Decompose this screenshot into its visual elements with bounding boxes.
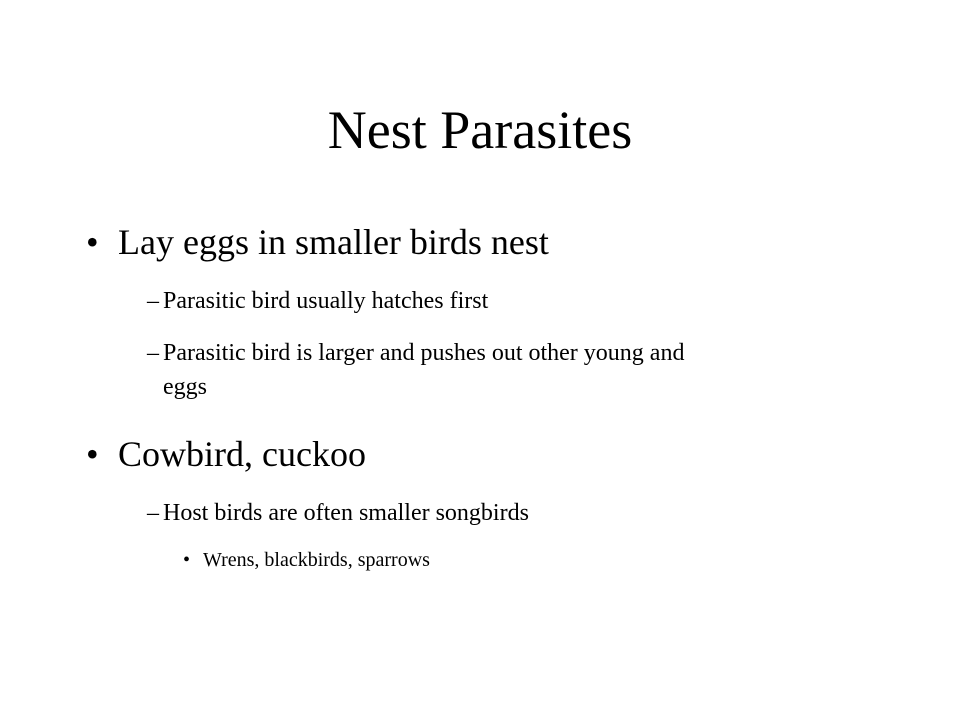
bullet-marker: •: [183, 549, 191, 571]
dash-marker: –: [147, 288, 159, 314]
sub-bullet-text: Host birds are often smaller songbirds: [163, 500, 529, 526]
sub-sub-bullet-item: [183, 546, 430, 574]
dash-marker: –: [147, 340, 159, 366]
sub-sub-bullet-text: Wrens, blackbirds, sparrows: [203, 549, 430, 571]
sub-bullet-item: [147, 336, 707, 404]
sub-bullet-text: Parasitic bird usually hatches first: [163, 288, 489, 314]
sub-bullet-item: [147, 284, 847, 318]
slide-title: Nest Parasites: [327, 100, 633, 160]
dash-marker: –: [147, 500, 159, 526]
bullet-text: Cowbird, cuckoo: [118, 434, 366, 474]
bullet-marker: •: [86, 222, 99, 262]
bullet-marker: •: [86, 434, 99, 474]
bullet-item: [86, 220, 549, 264]
sub-bullet-text: Parasitic bird is larger and pushes out other young and eggs: [163, 340, 685, 400]
bullet-item: [86, 432, 366, 476]
sub-bullet-item: [147, 496, 847, 530]
bullet-text: Lay eggs in smaller birds nest: [118, 222, 549, 262]
